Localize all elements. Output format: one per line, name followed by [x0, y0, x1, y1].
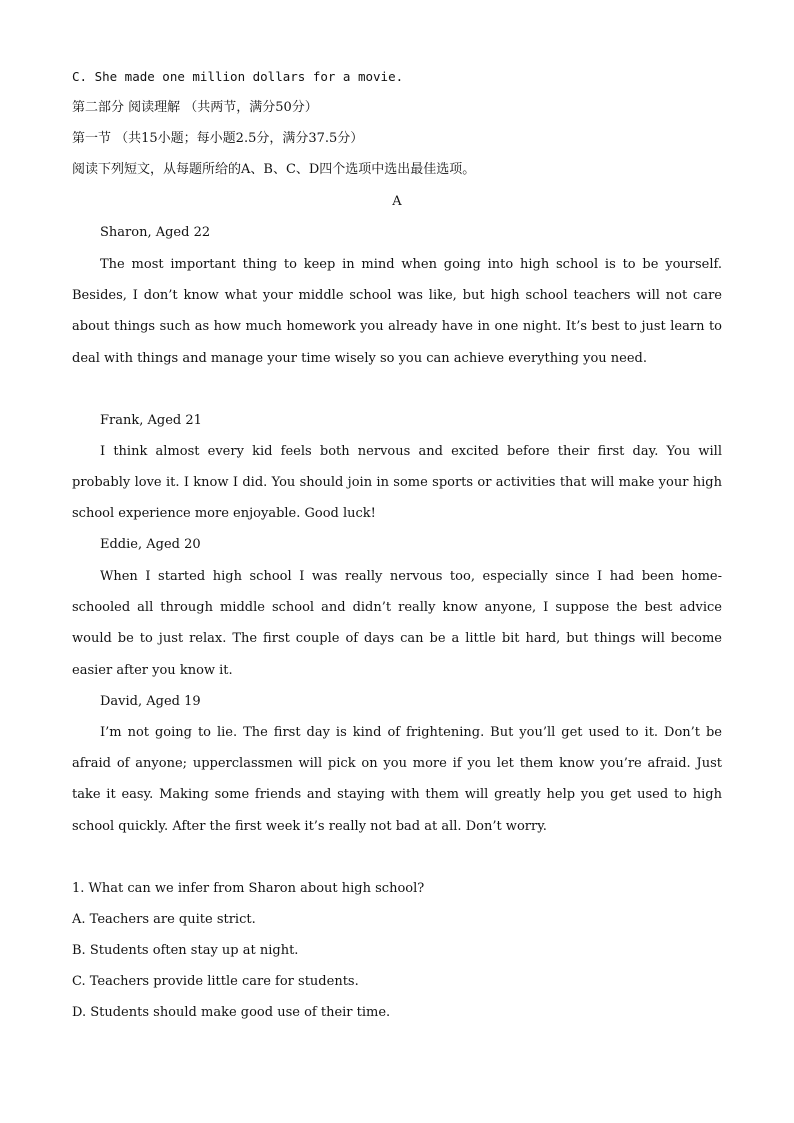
entry-text-sharon: The most important thing to keep in mind when going into high school is to be yourself. Besides, I don’t know what your middle school was like, but high school teachers will not care about things such as how much homework you already have in one night. It’s best to just learn to deal with things and manage your time wisely so you can achieve everything you need.	[72, 257, 722, 366]
section-one-heading: 第一节 （共15小题；每小题2.5分，满分37.5分）	[72, 131, 364, 146]
question-stem: 1. What can we infer from Sharon about high school?	[72, 881, 425, 896]
instructions: 阅读下列短文，从每题所给的A、B、C、D四个选项中选出最佳选项。	[72, 162, 476, 177]
entry-text-eddie: When I started high school I was really nervous too, especially since I had been home-schooled all through middle school and didn’t really know anyone, I suppose the best advice would be to just relax. The first couple of days can be a little bit hard, but things will become easier after you know it.	[72, 569, 722, 678]
previous-option-c: C. She made one million dollars for a movie.	[72, 69, 404, 84]
option-d: D. Students should make good use of their time.	[72, 1005, 391, 1020]
entry-name-frank: Frank, Aged 21	[100, 413, 202, 428]
option-b: B. Students often stay up at night.	[72, 943, 299, 958]
part-two-heading: 第二部分 阅读理解 （共两节，满分50分）	[72, 100, 318, 115]
entry-text-david: I’m not going to lie. The first day is kind of frightening. But you’ll get used to it. Don’t be afraid of anyone; upperclassmen will pick on you more if you let them know you’re afraid. Just take it easy. Making some friends and staying with them will greatly help you get used to high school quickly. After the first week it’s really not bad at all. Don’t worry.	[72, 725, 722, 834]
option-a: A. Teachers are quite strict.	[72, 912, 256, 927]
option-c: C. Teachers provide little care for students.	[72, 974, 359, 989]
passage-label: A	[392, 194, 402, 209]
entry-name-david: David, Aged 19	[100, 694, 201, 709]
entry-name-eddie: Eddie, Aged 20	[100, 537, 201, 552]
entry-name-sharon: Sharon, Aged 22	[100, 225, 211, 240]
entry-text-frank: I think almost every kid feels both nervous and excited before their first day. You will probably love it. I know I did. You should join in some sports or activities that will make your high school experience more enjoyable. Good luck!	[72, 444, 722, 522]
